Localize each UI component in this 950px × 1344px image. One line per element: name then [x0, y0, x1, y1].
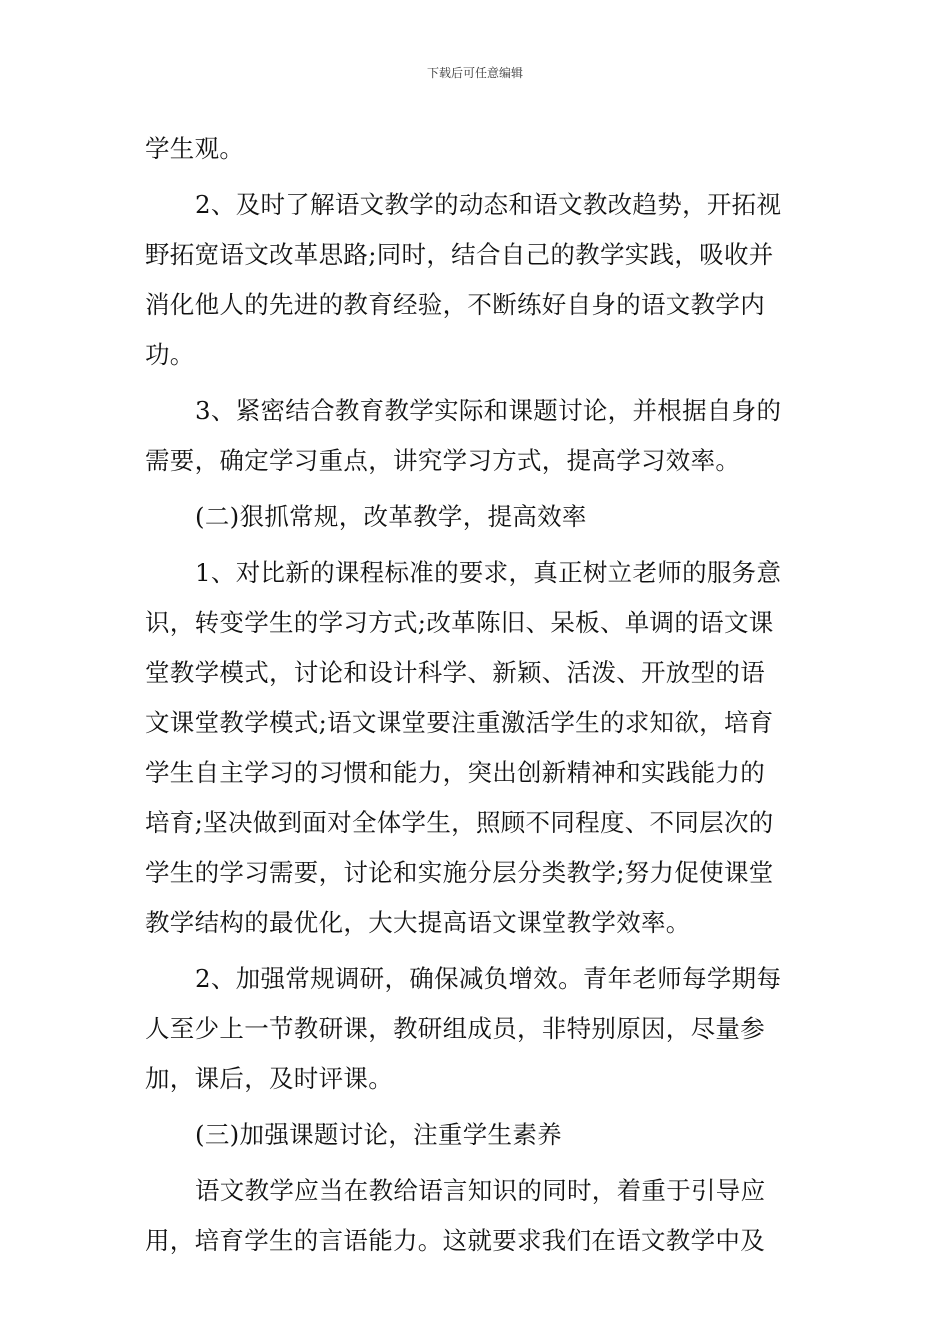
text-line: 文课堂教学模式;语文课堂要注重激活学生的求知欲，培育: [145, 708, 774, 737]
section-heading: [145, 492, 815, 542]
paragraph: [145, 954, 815, 1104]
text-line: 学生自主学习的习惯和能力，突出创新精神和实践能力的: [145, 758, 765, 787]
text-line: 野拓宽语文改革思路;同时，结合自己的教学实践，吸收并: [145, 240, 774, 269]
paragraph: [145, 386, 815, 486]
text-line: 学生观。: [145, 134, 245, 163]
paragraph: [145, 124, 815, 174]
text-line: (三)加强课题讨论，注重学生素养: [195, 1120, 562, 1149]
text-line: 堂教学模式，讨论和设计科学、新颖、活泼、开放型的语: [145, 658, 765, 687]
text-line: 学生的学习需要，讨论和实施分层分类教学;努力促使课堂: [145, 858, 774, 887]
document-body: [145, 124, 815, 1266]
page-header: 下载后可任意编辑: [426, 66, 523, 80]
paragraph: [145, 1166, 815, 1266]
text-line: 培育;坚决做到面对全体学生，照顾不同程度、不同层次的: [145, 808, 774, 837]
text-line: 功。: [145, 340, 195, 369]
text-line: 人至少上一节教研课，教研组成员，非特别原因，尽量参: [145, 1014, 765, 1043]
section-heading: [145, 1110, 815, 1160]
text-line: 3、紧密结合教育教学实际和课题讨论，并根据自身的: [195, 396, 782, 425]
paragraph: [145, 548, 815, 948]
paragraph: [145, 180, 815, 380]
text-line: 需要，确定学习重点，讲究学习方式，提高学习效率。: [145, 446, 741, 475]
text-line: 教学结构的最优化，大大提高语文课堂教学效率。: [145, 908, 691, 937]
text-line: 识，转变学生的学习方式;改革陈旧、呆板、单调的语文课: [145, 608, 774, 637]
text-line: 2、加强常规调研，确保减负增效。青年老师每学期每: [195, 964, 782, 993]
text-line: 2、及时了解语文教学的动态和语文教改趋势，开拓视: [195, 190, 782, 219]
text-line: 用，培育学生的言语能力。这就要求我们在语文教学中及: [145, 1226, 765, 1255]
text-line: 加，课后，及时评课。: [145, 1064, 393, 1093]
text-line: 语文教学应当在教给语言知识的同时，着重于引导应: [195, 1176, 766, 1205]
text-line: (二)狠抓常规，改革教学，提高效率: [195, 502, 587, 531]
text-line: 消化他人的先进的教育经验，不断练好自身的语文教学内: [145, 290, 765, 319]
text-line: 1、对比新的课程标准的要求，真正树立老师的服务意: [195, 558, 782, 587]
